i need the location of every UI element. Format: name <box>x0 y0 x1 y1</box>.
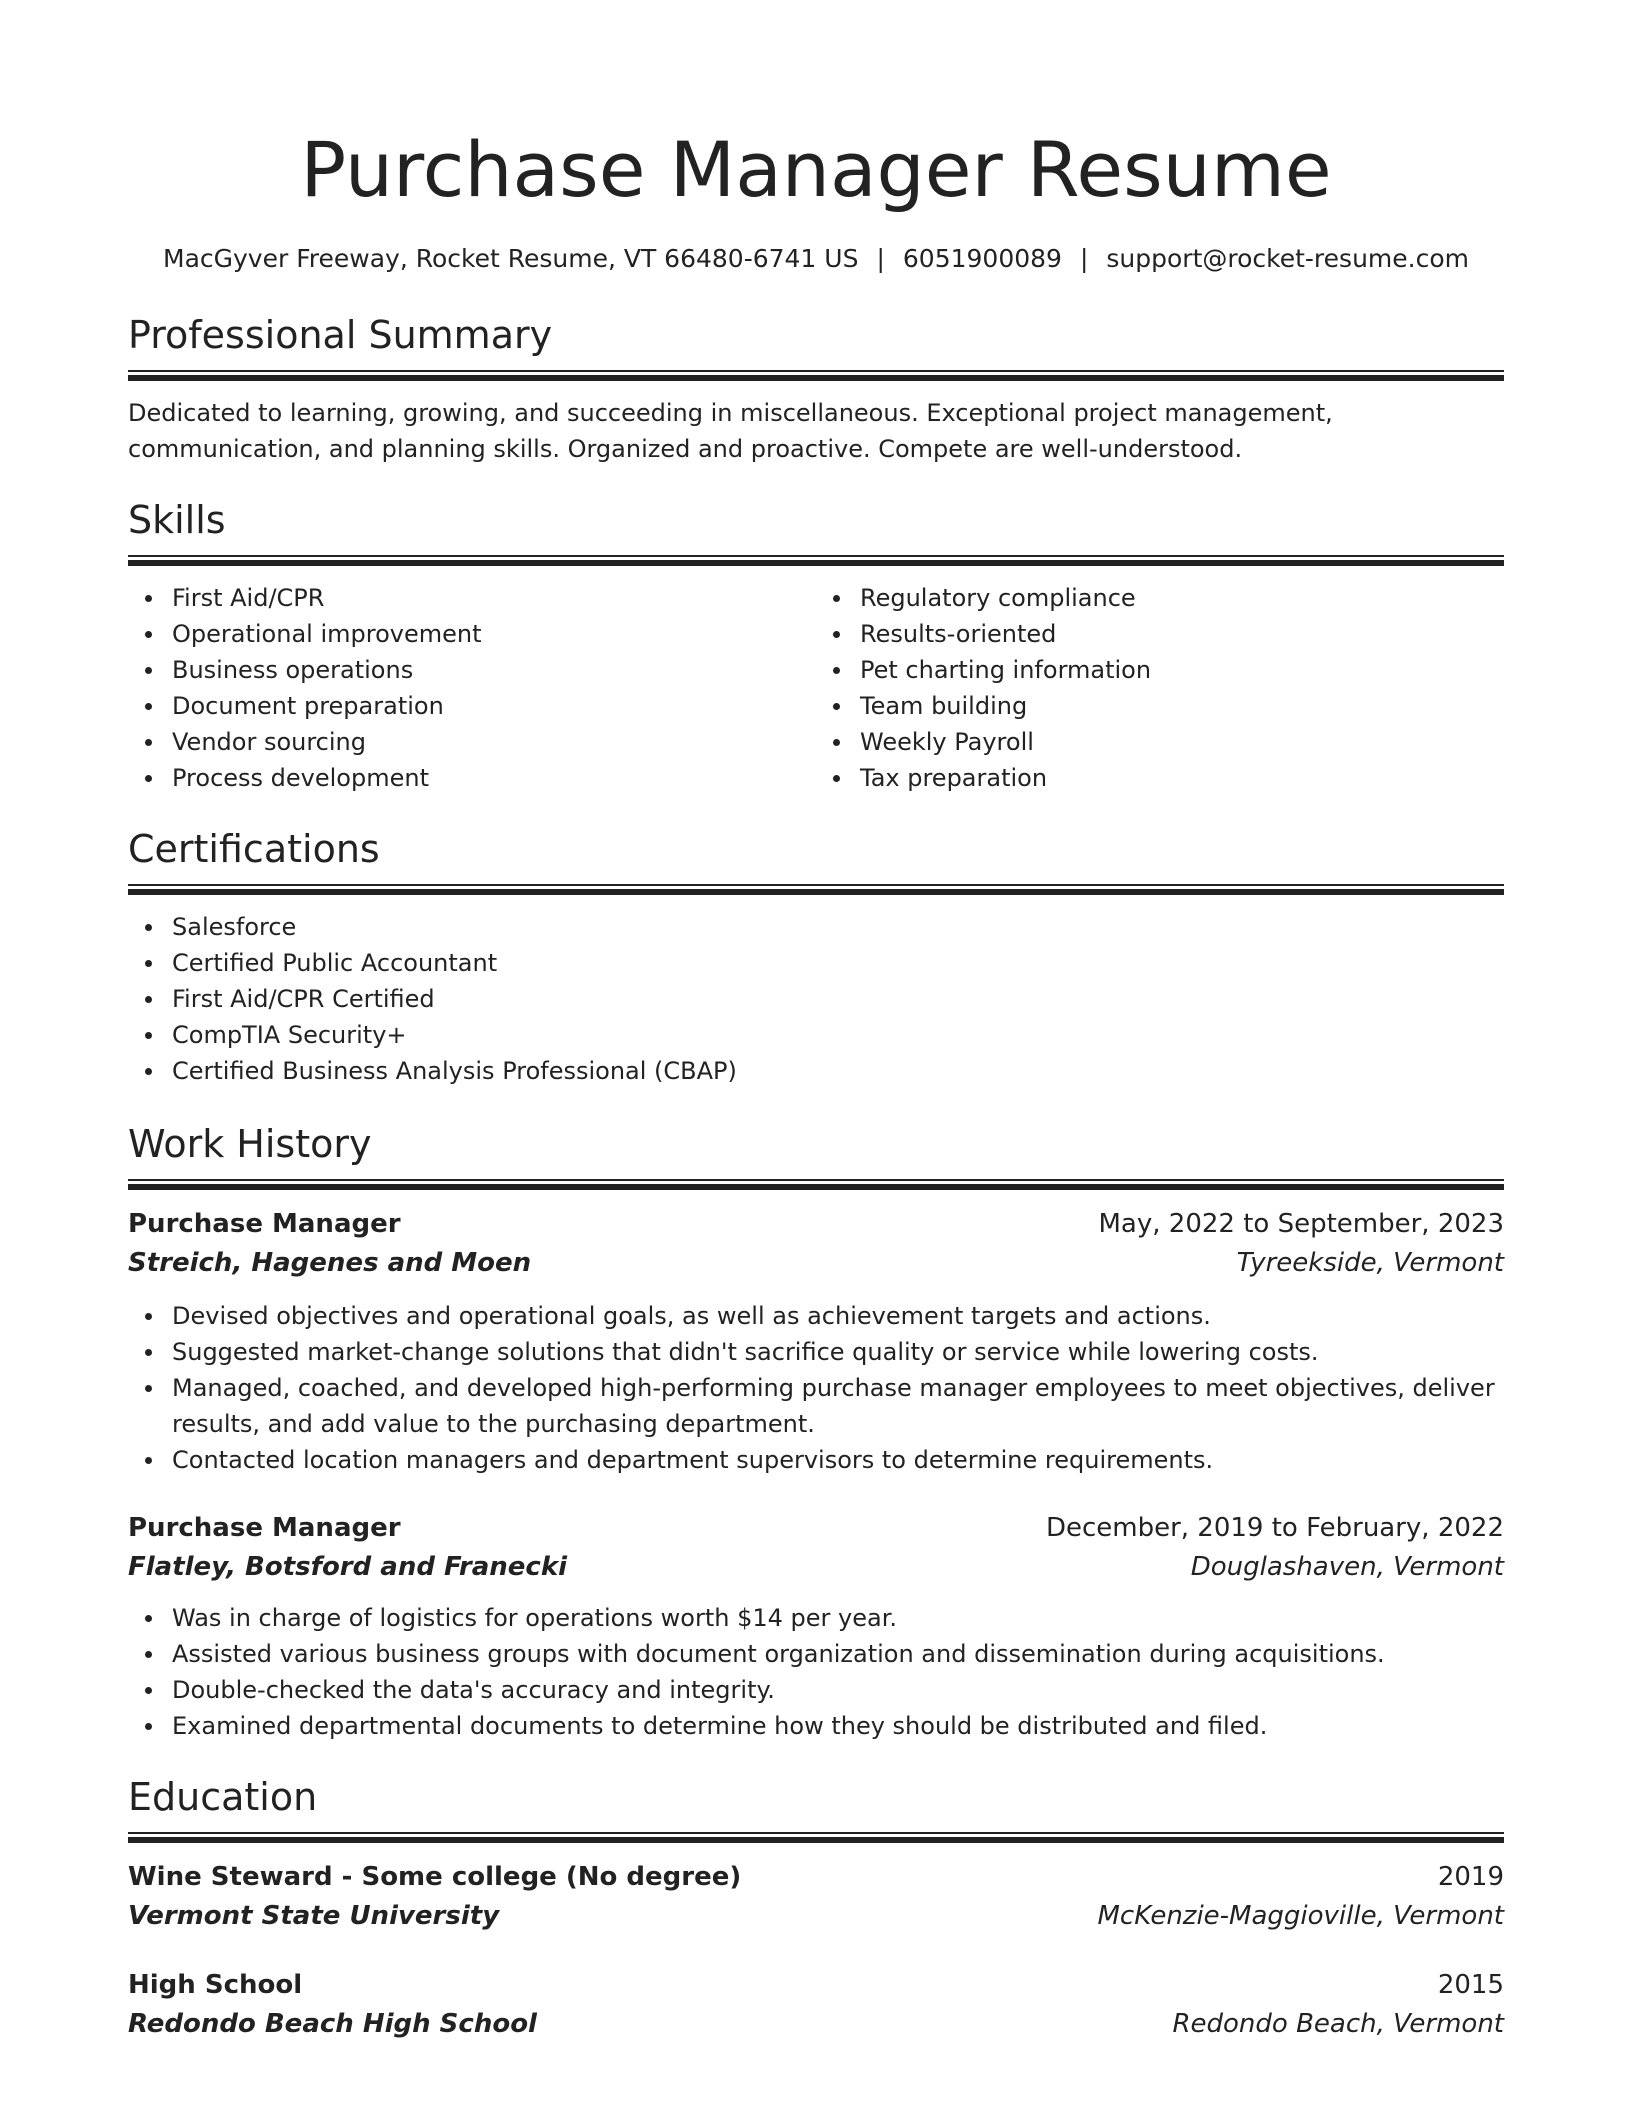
contact-line <box>128 242 1504 276</box>
job-location: Tyreekside, Vermont <box>1236 1248 1504 1278</box>
skill-item: Pet charting information <box>860 652 1504 688</box>
certification-item: First Aid/CPR Certified <box>172 981 1504 1017</box>
summary-text: Dedicated to learning, growing, and succeeding in miscellaneous. Exceptional project management, communication, and planning skills. Organized and proactive. Compete are well-understood. <box>128 399 1333 463</box>
skill-item: Results-oriented <box>860 616 1504 652</box>
education-section <box>128 1772 1504 2043</box>
section-divider <box>128 370 1504 381</box>
skill-item: Regulatory compliance <box>860 580 1504 616</box>
job-bullet: Was in charge of logistics for operations worth $14 per year. <box>172 1600 1504 1636</box>
education-degree: Wine Steward - Some college (No degree) <box>128 1862 742 1892</box>
job-company-row <box>128 1548 1504 1586</box>
contact-email: support@rocket-resume.com <box>1106 244 1469 273</box>
certifications-section <box>128 824 1504 1089</box>
skills-column-left <box>128 580 816 796</box>
education-year: 2019 <box>1437 1862 1504 1892</box>
education-entry <box>128 1857 1504 1935</box>
job-title: Purchase Manager <box>128 1513 401 1543</box>
job-company-row <box>128 1244 1504 1282</box>
summary-section <box>128 310 1504 467</box>
education-year: 2015 <box>1437 1970 1504 2000</box>
contact-separator: | <box>876 244 885 273</box>
certification-item: Certified Public Accountant <box>172 945 1504 981</box>
skills-heading: Skills <box>128 498 226 542</box>
section-divider <box>128 1832 1504 1843</box>
skill-item: Business operations <box>172 652 816 688</box>
work-history-section <box>128 1119 1504 1744</box>
work-history-heading: Work History <box>128 1122 372 1166</box>
education-school-row <box>128 1897 1504 1935</box>
job-bullet: Double-checked the data's accuracy and integrity. <box>172 1672 1504 1708</box>
education-degree: High School <box>128 1970 303 2000</box>
certification-item: Salesforce <box>172 909 1504 945</box>
section-divider <box>128 555 1504 566</box>
certification-item: Certified Business Analysis Professional (CBAP) <box>172 1053 1504 1089</box>
skills-list-left <box>128 580 816 796</box>
summary-heading: Professional Summary <box>128 313 553 357</box>
education-location: Redondo Beach, Vermont <box>1172 2009 1504 2039</box>
skill-item: Operational improvement <box>172 616 816 652</box>
job-entry <box>128 1204 1504 1478</box>
education-school: Redondo Beach High School <box>128 2009 537 2039</box>
job-bullet: Managed, coached, and developed high-performing purchase manager employees to meet objectives, deliver results, and add value to the purchasing department. <box>172 1370 1504 1442</box>
skill-item: Tax preparation <box>860 760 1504 796</box>
job-company: Flatley, Botsford and Franecki <box>128 1552 568 1582</box>
contact-phone: 6051900089 <box>902 244 1062 273</box>
skill-item: Vendor sourcing <box>172 724 816 760</box>
job-location: Douglashaven, Vermont <box>1190 1552 1504 1582</box>
job-bullet: Examined departmental documents to determine how they should be distributed and filed. <box>172 1708 1504 1744</box>
job-header-row <box>128 1204 1504 1244</box>
education-school: Vermont State University <box>128 1901 500 1931</box>
job-bullet: Devised objectives and operational goals, as well as achievement targets and actions. <box>172 1298 1504 1334</box>
skills-column-right <box>816 580 1504 796</box>
contact-separator: | <box>1079 244 1089 273</box>
job-bullets <box>128 1298 1504 1478</box>
certification-item: CompTIA Security+ <box>172 1017 1504 1053</box>
education-header-row <box>128 1965 1504 2005</box>
certifications-heading: Certifications <box>128 827 380 871</box>
job-bullets <box>128 1600 1504 1744</box>
education-entry <box>128 1965 1504 2043</box>
education-header-row <box>128 1857 1504 1897</box>
resume-title: Purchase Manager Resume <box>300 125 1332 214</box>
job-bullet: Assisted various business groups with document organization and dissemination during acquisitions. <box>172 1636 1504 1672</box>
skills-grid <box>128 580 1504 796</box>
job-header-row <box>128 1508 1504 1548</box>
skill-item: First Aid/CPR <box>172 580 816 616</box>
education-school-row <box>128 2005 1504 2043</box>
job-bullet: Suggested market-change solutions that didn't sacrifice quality or service while lowering costs. <box>172 1334 1504 1370</box>
job-dates: May, 2022 to September, 2023 <box>1098 1209 1504 1239</box>
skills-section <box>128 495 1504 796</box>
job-title: Purchase Manager <box>128 1209 401 1239</box>
contact-address: MacGyver Freeway, Rocket Resume, VT 66480-6741 US <box>163 244 859 273</box>
job-entry <box>128 1508 1504 1744</box>
skill-item: Weekly Payroll <box>860 724 1504 760</box>
certifications-list <box>128 909 1504 1089</box>
job-bullet: Contacted location managers and department supervisors to determine requirements. <box>172 1442 1504 1478</box>
skill-item: Team building <box>860 688 1504 724</box>
skill-item: Document preparation <box>172 688 816 724</box>
section-divider <box>128 1179 1504 1190</box>
section-divider <box>128 884 1504 895</box>
skill-item: Process development <box>172 760 816 796</box>
skills-list-right <box>816 580 1504 796</box>
education-heading: Education <box>128 1775 318 1819</box>
education-location: McKenzie-Maggioville, Vermont <box>1097 1901 1504 1931</box>
job-company: Streich, Hagenes and Moen <box>128 1248 532 1278</box>
job-dates: December, 2019 to February, 2022 <box>1045 1513 1504 1543</box>
